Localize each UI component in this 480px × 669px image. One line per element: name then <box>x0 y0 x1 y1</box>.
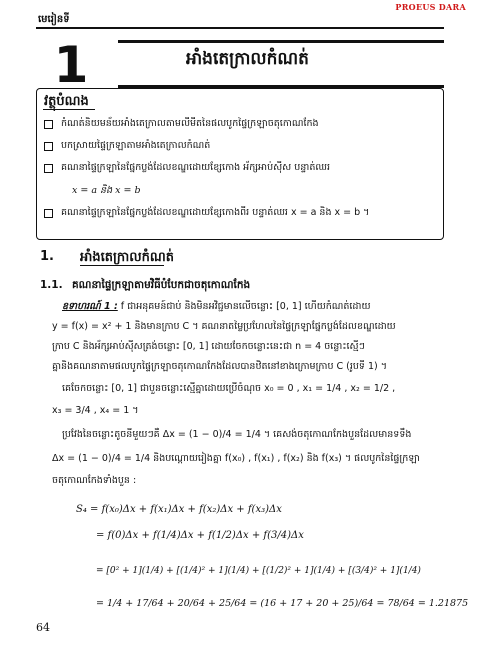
example-line: Δx = (1 − 0)/4 = 1/4 និងបណ្តោយរៀងគ្នា f(x₀) , f(x₁) , f(x₂) និង f(x₃) ។ ផលបូកនៃផ្ទៃក្រឡា <box>52 453 420 464</box>
equation-line: = f(0)Δx + f(1/4)Δx + f(1/2)Δx + f(3/4)Δx <box>96 530 304 541</box>
watermark-text: PROEUS DARA <box>395 2 466 12</box>
objective-item-text: បកស្រាយផ្ទៃក្រឡាតាមអាំងតេក្រាលកំណត់ <box>61 140 211 151</box>
objective-item-text: គណនាផ្ទៃក្រឡានៃផ្នែកប្លង់ដែលខណ្ឌដោយខ្សែកោងពីរ បន្ទាត់ឈរ x = a និង x = b ។ <box>61 207 370 218</box>
objective-item-text: កំណត់និយមន័យអាំងតេក្រាលតាមលីមីតនៃផលបូកផ្ទៃក្រឡាចតុកោណកែង <box>61 118 319 129</box>
equation-line: = 1/4 + 17/64 + 20/64 + 25/64 = (16 + 17 + 20 + 25)/64 = 78/64 = 1.21875 <box>96 598 469 609</box>
header-rule <box>36 27 444 29</box>
objectives-title: វត្ថុបំណង <box>44 94 89 109</box>
chapter-title: អាំងតេក្រាលកំណត់ <box>186 49 309 69</box>
example-line: ចតុកោណកែងទាំងបួន : <box>52 475 137 486</box>
objective-item <box>44 206 434 220</box>
example-label: ឧទាហរណ៍ 1 : <box>62 301 118 312</box>
page-number: 64 <box>36 621 50 634</box>
objective-item <box>44 161 434 175</box>
section-number: 1. <box>40 249 54 264</box>
equation-line: = [0² + 1](1/4) + [(1/4)² + 1](1/4) + [(1/2)² + 1](1/4) + [(3/4)² + 1](1/4) <box>96 566 421 576</box>
section-title: អាំងតេក្រាលកំណត់ <box>80 250 175 265</box>
example-line: គេចែកចន្លោះ [0, 1] ជាបួនចន្លោះស្មើគ្នាដោយប្រើចំណុច x₀ = 0 , x₁ = 1/4 , x₂ = 1/2 , <box>62 383 396 394</box>
example-line: ប្រវែងនៃចន្លោះតូចនីមួយៗគឺ Δx = (1 − 0)/4 = 1/4 ។ គេសង់ចតុកោណកែងបួនដែលមានទទឹង <box>62 429 412 440</box>
checkbox-icon <box>44 164 53 173</box>
example-line <box>62 300 454 314</box>
checkbox-icon <box>44 142 53 151</box>
objective-item-continuation: x = a និង x = b <box>72 185 141 196</box>
chapter-number: 1 <box>53 36 89 94</box>
example-line-text: f ជាអនុគមន៍ជាប់ និងមិនអវិជ្ជមានលើចន្លោះ [0, 1] ហើយកំណត់ដោយ <box>120 301 371 312</box>
checkbox-icon <box>44 209 53 218</box>
header-lesson-label: មេរៀនទី <box>38 14 70 25</box>
objectives-title-underline <box>43 109 95 110</box>
example-line: x₃ = 3/4 , x₄ = 1 ។ <box>52 405 139 416</box>
section-title-underline <box>80 265 164 266</box>
subsection-number: 1.1. <box>40 279 63 291</box>
equation-line: S₄ = f(x₀)Δx + f(x₁)Δx + f(x₂)Δx + f(x₃)Δx <box>76 504 282 515</box>
example-line: y = f(x) = x² + 1 និងមានក្រាប C ។ គណនាតម្លៃប្រហែលនៃផ្ទៃក្រឡាផ្នែកប្លង់ដែលខណ្ឌដោយ <box>52 321 396 332</box>
objective-item-text: គណនាផ្ទៃក្រឡានៃផ្នែកប្លង់ដែលខណ្ឌដោយខ្សែកោង អ័ក្សអាប់ស៊ីស បន្ទាត់ឈរ <box>61 162 330 173</box>
objective-item <box>44 139 434 153</box>
objective-item <box>44 117 434 131</box>
subsection-title: គណនាផ្ទៃក្រឡាតាមវិធីបំបែកជាចតុកោណកែង <box>72 279 251 291</box>
example-line: ក្រាប C និងអ័ក្សអាប់ស៊ីសត្រង់ចន្លោះ [0, 1] ដោយចែកចន្លោះនេះជា n = 4 ចន្លោះស្មើៗ <box>52 341 365 352</box>
example-line: គ្នានិងគណនាតាមផលបូកផ្ទៃក្រឡាចតុកោណកែងដែលបានឋិតនៅខាងក្រោមក្រាប C (រូបទី 1) ។ <box>52 361 387 372</box>
checkbox-icon <box>44 120 53 129</box>
